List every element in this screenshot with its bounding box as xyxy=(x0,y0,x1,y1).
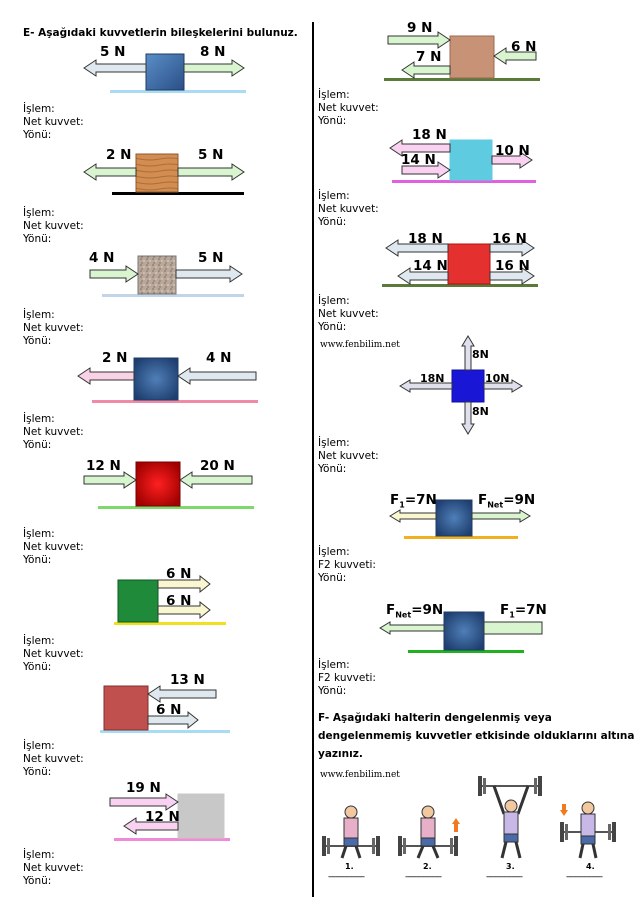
f1-label: $F_1=7N$ xyxy=(500,602,547,620)
force-left-label: 2 N xyxy=(106,147,132,163)
weightlifter-2 xyxy=(398,806,460,858)
force-right-label: 8 N xyxy=(200,44,226,60)
islem-label: İşlem: xyxy=(318,437,350,449)
force-bottom-left-label: 14 N xyxy=(401,152,436,168)
yonu-label: Yönü: xyxy=(318,115,347,127)
problem-4-diagram xyxy=(72,352,262,408)
islem-label: İşlem: xyxy=(23,740,55,752)
problem-12-diagram xyxy=(396,332,526,438)
force-top-label: 19 N xyxy=(126,780,161,796)
yonu-label: Yönü: xyxy=(23,129,52,141)
islem-label: İşlem: xyxy=(23,849,55,861)
force-right-label: 5 N xyxy=(198,147,224,163)
wood-box xyxy=(136,154,178,192)
yonu-label: Yönü: xyxy=(23,875,52,887)
weightlifter-4 xyxy=(560,802,616,858)
section-f-line3: yazınız. xyxy=(318,748,363,760)
yonu-label: Yönü: xyxy=(23,766,52,778)
force-bottom-label: 12 N xyxy=(145,809,180,825)
lifter-number-2: 2. xyxy=(423,862,432,871)
islem-label: İşlem: xyxy=(318,546,350,558)
force-right-label: 10N xyxy=(485,372,510,385)
watermark: www.fenbilim.net xyxy=(320,770,400,780)
net-label: Net kuvvet: xyxy=(23,116,84,128)
force-tl-label: 18 N xyxy=(408,231,443,247)
blue-box xyxy=(452,370,484,402)
column-divider xyxy=(312,22,314,897)
weightlifter-3 xyxy=(478,776,542,858)
net-label: Net kuvvet: xyxy=(318,308,379,320)
force-bottom-label: 6 N xyxy=(156,702,182,718)
yonu-label: Yönü: xyxy=(23,233,52,245)
red-box xyxy=(448,244,490,284)
arrow-top-left xyxy=(148,686,216,702)
yonu-label: Yönü: xyxy=(23,554,52,566)
islem-label: İşlem: xyxy=(23,103,55,115)
arrow-right xyxy=(484,622,542,634)
net-label: Net kuvvet: xyxy=(23,862,84,874)
granite-box xyxy=(138,256,176,294)
f1-label: $F_1=7N$ xyxy=(390,492,437,510)
force-up-label: 8N xyxy=(472,348,489,361)
force-right-label: 4 N xyxy=(206,350,232,366)
lifter-number-3: 3. xyxy=(506,862,515,871)
blue-box xyxy=(146,54,184,90)
section-e-title: E- Aşağıdaki kuvvetlerin bileşkelerini bulunuz. xyxy=(23,27,298,39)
force-bottom-label: 6 N xyxy=(166,593,192,609)
force-bl-label: 14 N xyxy=(413,258,448,274)
answer-blank-2[interactable]: ---------------- xyxy=(405,872,441,882)
fnet-label: $F_{Net}=9N$ xyxy=(478,492,536,510)
force-left-label: 12 N xyxy=(86,458,121,474)
f2-label: F2 kuvveti: xyxy=(318,559,376,571)
islem-label: İşlem: xyxy=(23,413,55,425)
green-box xyxy=(118,580,158,622)
force-top-left-label: 18 N xyxy=(412,127,447,143)
yonu-label: Yönü: xyxy=(23,439,52,451)
blue-box xyxy=(444,612,484,650)
fnet-label: $F_{Net}=9N$ xyxy=(386,602,444,620)
islem-label: İşlem: xyxy=(23,309,55,321)
islem-label: İşlem: xyxy=(23,207,55,219)
force-right-label: 6 N xyxy=(511,39,537,55)
watermark: www.fenbilim.net xyxy=(320,340,400,350)
arrow-left-right-side xyxy=(178,368,256,384)
force-left-label: 18N xyxy=(420,372,445,385)
arrow-left xyxy=(84,60,146,76)
weightlifter-1 xyxy=(322,806,380,858)
force-tr-label: 16 N xyxy=(492,231,527,247)
force-right-label: 5 N xyxy=(198,250,224,266)
islem-label: İşlem: xyxy=(318,190,350,202)
force-br-label: 16 N xyxy=(495,258,530,274)
arrow-right xyxy=(178,164,244,180)
arrow-right xyxy=(84,472,136,488)
yonu-label: Yönü: xyxy=(318,685,347,697)
weightlifters-illustration xyxy=(318,772,618,864)
islem-label: İşlem: xyxy=(318,659,350,671)
yonu-label: Yönü: xyxy=(318,216,347,228)
net-label: Net kuvvet: xyxy=(318,450,379,462)
islem-label: İşlem: xyxy=(318,295,350,307)
net-label: Net kuvvet: xyxy=(23,648,84,660)
answer-blank-3[interactable]: ---------------- xyxy=(486,872,522,882)
force-left-label: 2 N xyxy=(102,350,128,366)
answer-blank-1[interactable]: ---------------- xyxy=(328,872,364,882)
islem-label: İşlem: xyxy=(23,528,55,540)
net-label: Net kuvvet: xyxy=(318,102,379,114)
gray-box xyxy=(178,794,224,838)
yonu-label: Yönü: xyxy=(23,335,52,347)
section-f-line2: dengelenmemiş kuvvetler etkisinde olduklarını altına xyxy=(318,730,635,742)
arrow-right-left-side xyxy=(90,266,138,282)
yonu-label: Yönü: xyxy=(23,661,52,673)
lifter-number-1: 1. xyxy=(345,862,354,871)
arrow-left xyxy=(180,472,252,488)
yonu-label: Yönü: xyxy=(318,321,347,333)
cyan-box xyxy=(450,140,492,180)
arrow-up-icon xyxy=(452,818,460,832)
answer-blank-4[interactable]: ---------------- xyxy=(566,872,602,882)
force-top-left-label: 9 N xyxy=(407,20,433,36)
net-label: Net kuvvet: xyxy=(23,220,84,232)
force-right-label: 10 N xyxy=(495,143,530,159)
arrow-left xyxy=(380,622,444,634)
red-box xyxy=(136,462,180,506)
net-label: Net kuvvet: xyxy=(23,541,84,553)
islem-label: İşlem: xyxy=(23,635,55,647)
force-right-label: 20 N xyxy=(200,458,235,474)
yonu-label: Yönü: xyxy=(318,463,347,475)
arrow-down-icon xyxy=(560,804,568,816)
arrow-right xyxy=(176,266,242,282)
net-label: Net kuvvet: xyxy=(23,753,84,765)
net-label: Net kuvvet: xyxy=(318,203,379,215)
red-box xyxy=(104,686,148,730)
net-label: Net kuvvet: xyxy=(23,322,84,334)
section-f-line1: F- Aşağıdaki halterin dengelenmiş veya xyxy=(318,712,552,724)
lifter-number-4: 4. xyxy=(586,862,595,871)
force-down-label: 8N xyxy=(472,405,489,418)
force-left-label: 5 N xyxy=(100,44,126,60)
islem-label: İşlem: xyxy=(318,89,350,101)
arrow-right xyxy=(184,60,244,76)
yonu-label: Yönü: xyxy=(318,572,347,584)
tan-box xyxy=(450,36,494,78)
arrow-top-right xyxy=(110,794,178,810)
net-label: Net kuvvet: xyxy=(23,426,84,438)
force-top-label: 6 N xyxy=(166,566,192,582)
arrow-left xyxy=(390,510,436,522)
f2-label: F2 kuvveti: xyxy=(318,672,376,684)
force-top-label: 13 N xyxy=(170,672,205,688)
blue-box xyxy=(436,500,472,536)
arrow-left xyxy=(78,368,134,384)
blue-box xyxy=(134,358,178,400)
arrow-right xyxy=(472,510,530,522)
force-left-label: 4 N xyxy=(89,250,115,266)
force-bottom-left-label: 7 N xyxy=(416,49,442,65)
arrow-left xyxy=(84,164,136,180)
